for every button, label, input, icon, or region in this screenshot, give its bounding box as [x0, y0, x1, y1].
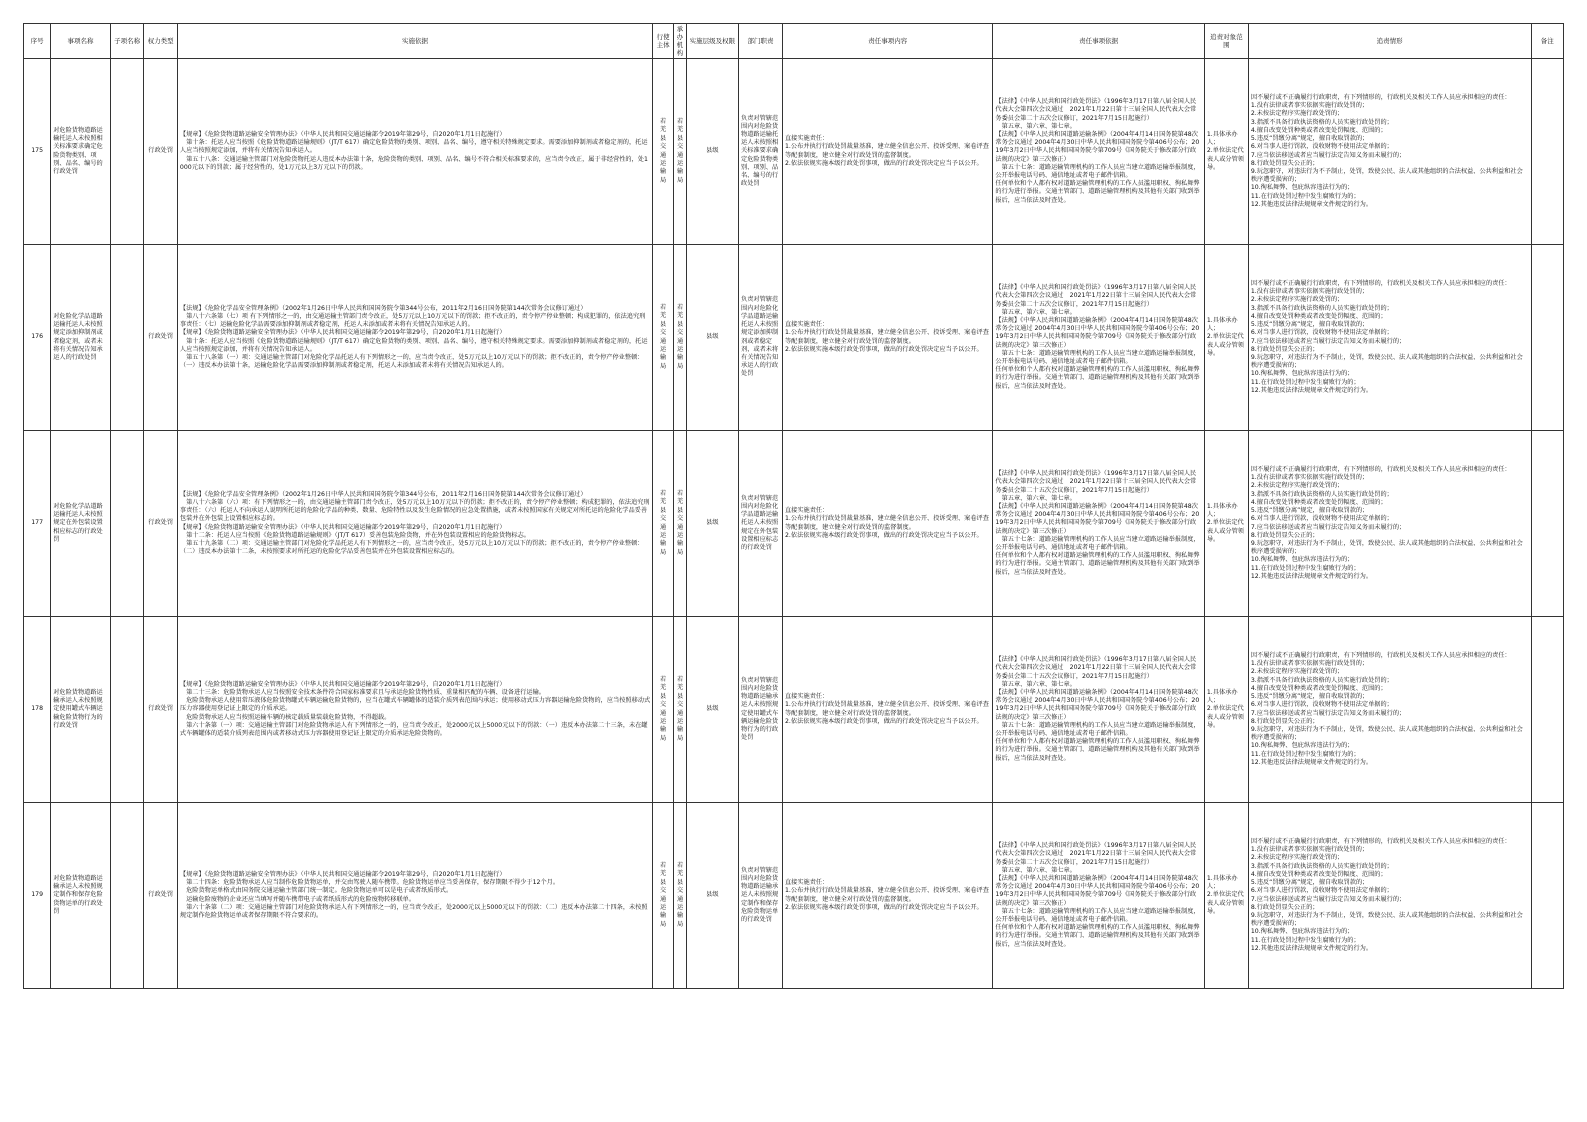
header-subject: 行使主体: [653, 24, 674, 59]
power-type-cell: 行政处罚: [144, 59, 178, 245]
level-cell: 县级: [686, 245, 738, 431]
target-cell: 1.具体承办人； 2.单位法定代表人或分管领导。: [1204, 803, 1248, 989]
duty-basis-cell: 【法律】《中华人民共和国行政处罚法》（1996年3月17日第八届全国人民代表大会第四次会议通过 2021年1月22日第十三届全国人民代表大会常务委员会第二十五次会议修订，2021年7月15日起施行） 第五章、第六章、第七章。 【法规】《中华人民共和国道路运输条例》（2004年4月14日国务院第48次常务会议通过 2004年4月30日中华人民共和国国务院令第406号公布；2019年3月2日中华人民共和国国务院令第709号《国务院关于修改部分行政法规的决定》第三次修正） 第五十七条：道路运输管理机构的工作人员应当建立道路运输举报制度，公开举报电话号码、通信地址或者电子邮件信箱。 任何单位和个人都有权对道路运输管理机构的工作人员滥用职权、徇私舞弊的行为进行举报。交通主管部门、道路运输管理机构及其他有关部门收到举报后，应当依法及时查处。: [993, 803, 1204, 989]
power-type-cell: 行政处罚: [144, 617, 178, 803]
header-dept-duty: 部门职责: [739, 24, 783, 59]
target-cell: 1.具体承办人； 2.单位法定代表人或分管领导。: [1204, 431, 1248, 617]
header-duty-basis: 责任事项依据: [993, 24, 1204, 59]
content-cell: 直接实施责任： 1.公布并执行行政处罚裁量基准，建立健全信息公开、投诉受理、案卷评查等配套制度，建立健全对行政处罚的监督制度。 2.依法依规实施本级行政处罚事项，做出的行政处罚决定应当予以公开。: [782, 431, 992, 617]
item-name-cell: 对危险化学品道路运输托运人未按照规定添加抑制剂或者稳定剂，或者未将有关情况告知承运人的行政处罚: [51, 245, 111, 431]
subject-cell: [653, 245, 674, 431]
target-cell: 1.具体承办人； 2.单位法定代表人或分管领导。: [1204, 59, 1248, 245]
power-type-cell: 行政处罚: [144, 431, 178, 617]
subject-text: 若羌县交通运输局: [660, 303, 667, 370]
subject-cell: [653, 803, 674, 989]
item-name-cell: 对危险货物道路运输托运人未按照相关标准要求确定危险货物类别、项别、品名、编号的行政处罚: [51, 59, 111, 245]
item-name-cell: 对危险化学品道路运输托运人未按照规定在外包装设置相应标志的行政处罚: [51, 431, 111, 617]
seq-cell: 178: [24, 617, 51, 803]
item-name-cell: 对危险货物道路运输承运人未按照规定使用罐式车辆运输危险货物行为的行政处罚: [51, 617, 111, 803]
remark-cell: [1531, 431, 1564, 617]
header-sub-item: 子项名称: [110, 24, 144, 59]
duty-cell: 负责对管辖范围内对危险货物道路运输托运人未按照相关标准要求确定危险货物类别、项别、品名、编号的行政处罚: [739, 59, 783, 245]
level-cell: 县级: [686, 431, 738, 617]
level-cell: 县级: [686, 59, 738, 245]
subject-text: 若羌县交通运输局: [660, 861, 667, 928]
situation-cell: 因不履行或不正确履行行政职责，有下列情形的，行政机关及相关工作人员应承担相应的责任： 1.没有法律或者事实依据实施行政处罚的； 2.未按法定程序实施行政处罚的； 3.指派不具备行政执法资格的人员实施行政处罚的； 4.擅自改变处罚种类或者改变处罚幅度、范围的； 5.违反“罚缴分离”规定，擅自收取罚款的； 6.对当事人进行罚款，没收财物不使用法定单据的； 7.应当依法移送或者应当履行法定告知义务而未履行的； 8.行政处罚显失公正的； 9.玩忽职守，对违法行为不予制止，处罚，致使公民、法人或其他组织的合法权益、公共利益和社会秩序遭受损害的； 10.徇私舞弊、包庇纵容违法行为的； 11.在行政处罚过程中发生腐败行为的； 12.其他违反法律法规规章文件规定的行为。: [1248, 245, 1531, 431]
situation-cell: 因不履行或不正确履行行政职责，有下列情形的，行政机关及相关工作人员应承担相应的责任： 1.没有法律或者事实依据实施行政处罚的； 2.未按法定程序实施行政处罚的； 3.指派不具备行政执法资格的人员实施行政处罚的； 4.擅自改变处罚种类或者改变处罚幅度、范围的； 5.违反“罚缴分离”规定，擅自收取罚款的； 6.对当事人进行罚款，没收财物不使用法定单据的； 7.应当依法移送或者应当履行法定告知义务而未履行的； 8.行政处罚显失公正的； 9.玩忽职守，对违法行为不予制止，处罚，致使公民、法人或其他组织的合法权益、公共利益和社会秩序遭受损害的； 10.徇私舞弊、包庇纵容违法行为的； 11.在行政处罚过程中发生腐败行为的； 12.其他违反法律法规规章文件规定的行为。: [1248, 803, 1531, 989]
seq-cell: 176: [24, 245, 51, 431]
subject-text: 若羌县交通运输局: [660, 675, 667, 742]
situation-cell: 因不履行或不正确履行行政职责，有下列情形的，行政机关及相关工作人员应承担相应的责任： 1.没有法律或者事实依据实施行政处罚的； 2.未按法定程序实施行政处罚的； 3.指派不具备行政执法资格的人员实施行政处罚的； 4.擅自改变处罚种类或者改变处罚幅度、范围的； 5.违反“罚缴分离”规定，擅自收取罚款的； 6.对当事人进行罚款，没收财物不使用法定单据的； 7.应当依法移送或者应当履行法定告知义务而未履行的； 8.行政处罚显失公正的； 9.玩忽职守，对违法行为不予制止，处罚，致使公民、法人或其他组织的合法权益、公共利益和社会秩序遭受损害的； 10.徇私舞弊、包庇纵容违法行为的； 11.在行政处罚过程中发生腐败行为的； 12.其他违反法律法规规章文件规定的行为。: [1248, 431, 1531, 617]
duty-cell: 负责对管辖范围内对危险货物道路运输承运人未按照规定制作和保存危险货物运单的行政处罚: [739, 803, 783, 989]
table-row: [24, 59, 1564, 245]
sub-item-cell: [110, 617, 144, 803]
sub-item-cell: [110, 803, 144, 989]
duty-basis-cell: 【法律】《中华人民共和国行政处罚法》（1996年3月17日第八届全国人民代表大会第四次会议通过 2021年1月22日第十三届全国人民代表大会常务委员会第二十五次会议修订，2021年7月15日起施行） 第五章、第六章、第七章。 【法规】《中华人民共和国道路运输条例》（2004年4月14日国务院第48次常务会议通过 2004年4月30日中华人民共和国国务院令第406号公布；2019年3月2日中华人民共和国国务院令第709号《国务院关于修改部分行政法规的决定》第三次修正） 第五十七条：道路运输管理机构的工作人员应当建立道路运输举报制度，公开举报电话号码、通信地址或者电子邮件信箱。 任何单位和个人都有权对道路运输管理机构的工作人员滥用职权、徇私舞弊的行为进行举报。交通主管部门、道路运输管理机构及其他有关部门收到举报后，应当依法及时查处。: [993, 245, 1204, 431]
power-type-cell: 行政处罚: [144, 245, 178, 431]
header-seq: 序号: [24, 24, 51, 59]
office-text: 若羌县交通运输局: [677, 675, 684, 742]
subject-text: 若羌县交通运输局: [660, 489, 667, 556]
content-cell: 直接实施责任： 1.公布并执行行政处罚裁量基准，建立健全信息公开、投诉受理、案卷评查等配套制度，建立健全对行政处罚的监督制度。 2.依法依规实施本级行政处罚事项，做出的行政处罚决定应当予以公开。: [782, 617, 992, 803]
subject-cell: [653, 59, 674, 245]
header-remark: 备注: [1531, 24, 1564, 59]
content-cell: 直接实施责任： 1.公布并执行行政处罚裁量基准，建立健全信息公开、投诉受理、案卷评查等配套制度，建立健全对行政处罚的监督制度。 2.依法依规实施本级行政处罚事项，做出的行政处罚决定应当予以公开。: [782, 59, 992, 245]
situation-cell: 因不履行或不正确履行行政职责，有下列情形的，行政机关及相关工作人员应承担相应的责任： 1.没有法律或者事实依据实施行政处罚的； 2.未按法定程序实施行政处罚的； 3.指派不具备行政执法资格的人员实施行政处罚的； 4.擅自改变处罚种类或者改变处罚幅度、范围的； 5.违反“罚缴分离”规定，擅自收取罚款的； 6.对当事人进行罚款，没收财物不使用法定单据的； 7.应当依法移送或者应当履行法定告知义务而未履行的； 8.行政处罚显失公正的； 9.玩忽职守，对违法行为不予制止，处罚，致使公民、法人或其他组织的合法权益、公共利益和社会秩序遭受损害的； 10.徇私舞弊、包庇纵容违法行为的； 11.在行政处罚过程中发生腐败行为的； 12.其他违反法律法规规章文件规定的行为。: [1248, 59, 1531, 245]
item-name-cell: 对危险货物道路运输承运人未按照规定制作和保存危险货物运单的行政处罚: [51, 803, 111, 989]
basis-cell: 【规章】《危险货物道路运输安全管理办法》（中华人民共和国交通运输部令2019年第29号，自2020年1月1日起施行） 第二十四条：危险货物承运人应当制作危险货物运单，并交由驾驶人随车携带。危险货物运单应当妥善保存，保存期限不得少于12个月。 危险货物运单格式由国务院交通运输主管部门统一制定。危险货物运单可以是电子或者纸质形式。 运输危险废物的企业还应当填写并随车携带电子或者纸质形式的危险废物转移联单。 第六十条第（二）项：交通运输主管部门对危险货物承运人有下列情形之一的，应当责令改正，处2000元以上5000元以下的罚款：（二）违反本办法第二十四条，未按照规定制作危险货物运单或者保存期限不符合要求的。: [177, 803, 652, 989]
level-cell: 县级: [686, 803, 738, 989]
target-cell: 1.具体承办人； 2.单位法定代表人或分管领导。: [1204, 245, 1248, 431]
office-cell: [674, 245, 687, 431]
header-duty-content: 责任事项内容: [782, 24, 992, 59]
duty-cell: 负责对管辖范围内对危险化学品道路运输托运人未按照规定在外包装设置相应标志的行政处罚: [739, 431, 783, 617]
header-situation: 追责情形: [1248, 24, 1531, 59]
basis-cell: 【法规】《危险化学品安全管理条例》（2002年1月26日中华人民共和国国务院令第344号公布，2011年2月16日国务院第144次常务会议修订通过） 第八十六条第（六）项：有下列情形之一的，由交通运输主管部门责令改正，处5万元以上10万元以下的罚款；拒不改正的，责令停产停业整顿；构成犯罪的，依法追究刑事责任：（六）托运人不向承运人说明所托运的危险化学品的种类、数量、危险特性以及发生危险情况的应急处置措施，或者未按照国家有关规定对所托运的危险化学品妥善包装并在外包装上设置相应标志的。 【规章】《危险货物道路运输安全管理办法》（中华人民共和国交通运输部令2019年第29号，自2020年1月1日起施行） 第十二条：托运人应当按照《危险货物道路运输规则》（JT/T 617）妥善包装危险货物，并在外包装设置相应的危险货物标志。 第五十九条第（二）项：交通运输主管部门对危险化学品托运人有下列情形之一的，应当责令改正，处5万元以上10万元以下的罚款；拒不改正的，责令停产停业整顿：（二）违反本办法第十二条，未按照要求对所托运的危险化学品妥善包装并在外包装设置相应标志的。: [177, 431, 652, 617]
sub-item-cell: [110, 245, 144, 431]
remark-cell: [1531, 245, 1564, 431]
seq-cell: 177: [24, 431, 51, 617]
power-list-table: [23, 23, 1564, 989]
table-row: [24, 245, 1564, 431]
content-cell: 直接实施责任： 1.公布并执行行政处罚裁量基准，建立健全信息公开、投诉受理、案卷评查等配套制度，建立健全对行政处罚的监督制度。 2.依法依规实施本级行政处罚事项，做出的行政处罚决定应当予以公开。: [782, 803, 992, 989]
level-cell: 县级: [686, 617, 738, 803]
header-item-name: 事项名称: [51, 24, 111, 59]
header-basis: 实施依据: [177, 24, 652, 59]
basis-cell: 【法规】《危险化学品安全管理条例》（2002年1月26日中华人民共和国国务院令第344号公布，2011年2月16日国务院第144次常务会议修订通过） 第八十六条第（七）项 有下列情形之一的，由交通运输主管部门责令改正，处5万元以上10万元以下的罚款；拒不改正的，责令停产停业整顿；构成犯罪的，依法追究刑事责任：（七）运输危险化学品需要添加抑制剂或者稳定剂，托运人未添加或者未将有关情况告知承运人的。 【规章】《危险货物道路运输安全管理办法》（中华人民共和国交通运输部令2019年第29号，自2020年1月1日起施行） 第十条：托运人应当按照《危险货物道路运输规则》（JT/T 617）确定危险货物的类别、项别、品名、编号，遵守相关特殊规定要求。需要添加抑制剂或者稳定剂的，托运人应当按照规定添加，并将有关情况告知承运人。 第五十八条第（一）项：交通运输主管部门对危险化学品托运人有下列情形之一的，应当责令改正，处5万元以上10万元以下的罚款；拒不改正的，责令停产停业整顿：（一）违反本办法第十条，运输危险化学品需要添加抑制剂或者稳定剂，托运人未添加或者未将有关情况告知承运人的。: [177, 245, 652, 431]
header-row: [24, 24, 1564, 59]
sub-item-cell: [110, 59, 144, 245]
header-level: 实施层级及权限: [686, 24, 738, 59]
seq-cell: 179: [24, 803, 51, 989]
duty-cell: 负责对管辖范围内对危险货物道路运输承运人未按照规定使用罐式车辆运输危险货物行为的行政处罚: [739, 617, 783, 803]
remark-cell: [1531, 59, 1564, 245]
office-cell: [674, 803, 687, 989]
duty-cell: 负责对管辖范围内对危险化学品道路运输托运人未按照规定添加抑制剂或者稳定剂，或者未将有关情况告知承运人的行政处罚: [739, 245, 783, 431]
subject-cell: [653, 617, 674, 803]
office-cell: [674, 59, 687, 245]
duty-basis-cell: 【法律】《中华人民共和国行政处罚法》（1996年3月17日第八届全国人民代表大会第四次会议通过 2021年1月22日第十三届全国人民代表大会常务委员会第二十五次会议修订，2021年7月15日起施行） 第五章、第六章、第七章。 【法规】《中华人民共和国道路运输条例》（2004年4月14日国务院第48次常务会议通过 2004年4月30日中华人民共和国国务院令第406号公布；2019年3月2日中华人民共和国国务院令第709号《国务院关于修改部分行政法规的决定》第三次修正） 第五十七条：道路运输管理机构的工作人员应当建立道路运输举报制度，公开举报电话号码、通信地址或者电子邮件信箱。 任何单位和个人都有权对道路运输管理机构的工作人员滥用职权、徇私舞弊的行为进行举报。交通主管部门、道路运输管理机构及其他有关部门收到举报后，应当依法及时查处。: [993, 617, 1204, 803]
office-text: 若羌县交通运输局: [677, 489, 684, 556]
table-row: [24, 803, 1564, 989]
header-office: 承办机构: [674, 24, 687, 59]
content-cell: 直接实施责任： 1.公布并执行行政处罚裁量基准，建立健全信息公开、投诉受理、案卷评查等配套制度，建立健全对行政处罚的监督制度。 2.依法依规实施本级行政处罚事项，做出的行政处罚决定应当予以公开。: [782, 245, 992, 431]
subject-cell: [653, 431, 674, 617]
office-cell: [674, 431, 687, 617]
header-power-type: 权力类型: [144, 24, 178, 59]
basis-cell: 【规章】《危险货物道路运输安全管理办法》（中华人民共和国交通运输部令2019年第29号，自2020年1月1日起施行） 第十条：托运人应当按照《危险货物道路运输规则》（JT/T 617）确定危险货物的类别、项别、品名、编号，遵守相关特殊规定要求。需要添加抑制剂或者稳定剂的，托运人应当按照规定添加，并将有关情况告知承运人。 第五十八条：交通运输主管部门对危险货物托运人违反本办法第十条，危险货物的类别、项别、品名、编号不符合相关标准要求的，应当责令改正，属于非经营性的，处1000元以下的罚款；属于经营性的，处1万元以上3万元以下的罚款。: [177, 59, 652, 245]
office-text: 若羌县交通运输局: [677, 303, 684, 370]
situation-cell: 因不履行或不正确履行行政职责，有下列情形的，行政机关及相关工作人员应承担相应的责任： 1.没有法律或者事实依据实施行政处罚的； 2.未按法定程序实施行政处罚的； 3.指派不具备行政执法资格的人员实施行政处罚的； 4.擅自改变处罚种类或者改变处罚幅度、范围的； 5.违反“罚缴分离”规定，擅自收取罚款的； 6.对当事人进行罚款，没收财物不使用法定单据的； 7.应当依法移送或者应当履行法定告知义务而未履行的； 8.行政处罚显失公正的； 9.玩忽职守，对违法行为不予制止，处罚，致使公民、法人或其他组织的合法权益、公共利益和社会秩序遭受损害的； 10.徇私舞弊、包庇纵容违法行为的； 11.在行政处罚过程中发生腐败行为的； 12.其他违反法律法规规章文件规定的行为。: [1248, 617, 1531, 803]
subject-text: 若羌县交通运输局: [660, 117, 667, 184]
remark-cell: [1531, 617, 1564, 803]
duty-basis-cell: 【法律】《中华人民共和国行政处罚法》（1996年3月17日第八届全国人民代表大会第四次会议通过 2021年1月22日第十三届全国人民代表大会常务委员会第二十五次会议修订，2021年7月15日起施行） 第五章、第六章、第七章。 【法规】《中华人民共和国道路运输条例》（2004年4月14日国务院第48次常务会议通过 2004年4月30日中华人民共和国国务院令第406号公布；2019年3月2日中华人民共和国国务院令第709号《国务院关于修改部分行政法规的决定》第三次修正） 第五十七条：道路运输管理机构的工作人员应当建立道路运输举报制度，公开举报电话号码、通信地址或者电子邮件信箱。 任何单位和个人都有权对道路运输管理机构的工作人员滥用职权、徇私舞弊的行为进行举报。交通主管部门、道路运输管理机构及其他有关部门收到举报后，应当依法及时查处。: [993, 59, 1204, 245]
table-row: [24, 617, 1564, 803]
table-row: [24, 431, 1564, 617]
power-type-cell: 行政处罚: [144, 803, 178, 989]
remark-cell: [1531, 803, 1564, 989]
office-cell: [674, 617, 687, 803]
office-text: 若羌县交通运输局: [677, 861, 684, 928]
target-cell: 1.具体承办人； 2.单位法定代表人或分管领导。: [1204, 617, 1248, 803]
sub-item-cell: [110, 431, 144, 617]
header-target: 追责对象范围: [1204, 24, 1248, 59]
office-text: 若羌县交通运输局: [677, 117, 684, 184]
seq-cell: 175: [24, 59, 51, 245]
basis-cell: 【规章】《危险货物道路运输安全管理办法》（中华人民共和国交通运输部令2019年第29号，自2020年1月1日起施行） 第二十三条：危险货物承运人应当按照安全技术条件符合国家标准要求且与承运危险货物性质、重量相匹配的车辆、设备进行运输。 危险货物承运人使用常压液体危险货物罐式车辆运输危险货物的，应当在罐式车辆罐体的适装介质列表范围内承运；使用移动式压力容器运输危险货物的，应当按照移动式压力容器使用登记证上限定的介质承运。 危险货物承运人应当按照运输车辆的核定载质量装载危险货物，不得超载。 第六十条第（一）项：交通运输主管部门对危险货物承运人有下列情形之一的，应当责令改正，处2000元以上5000元以下的罚款：（一）违反本办法第二十三条，未在罐式车辆罐体的适装介质列表范围内或者移动式压力容器使用登记证上限定的介质承运危险货物的。: [177, 617, 652, 803]
duty-basis-cell: 【法律】《中华人民共和国行政处罚法》（1996年3月17日第八届全国人民代表大会第四次会议通过 2021年1月22日第十三届全国人民代表大会常务委员会第二十五次会议修订，2021年7月15日起施行） 第五章、第六章、第七章。 【法规】《中华人民共和国道路运输条例》（2004年4月14日国务院第48次常务会议通过 2004年4月30日中华人民共和国国务院令第406号公布；2019年3月2日中华人民共和国国务院令第709号《国务院关于修改部分行政法规的决定》第三次修正） 第五十七条：道路运输管理机构的工作人员应当建立道路运输举报制度，公开举报电话号码、通信地址或者电子邮件信箱。 任何单位和个人都有权对道路运输管理机构的工作人员滥用职权、徇私舞弊的行为进行举报。交通主管部门、道路运输管理机构及其他有关部门收到举报后，应当依法及时查处。: [993, 431, 1204, 617]
